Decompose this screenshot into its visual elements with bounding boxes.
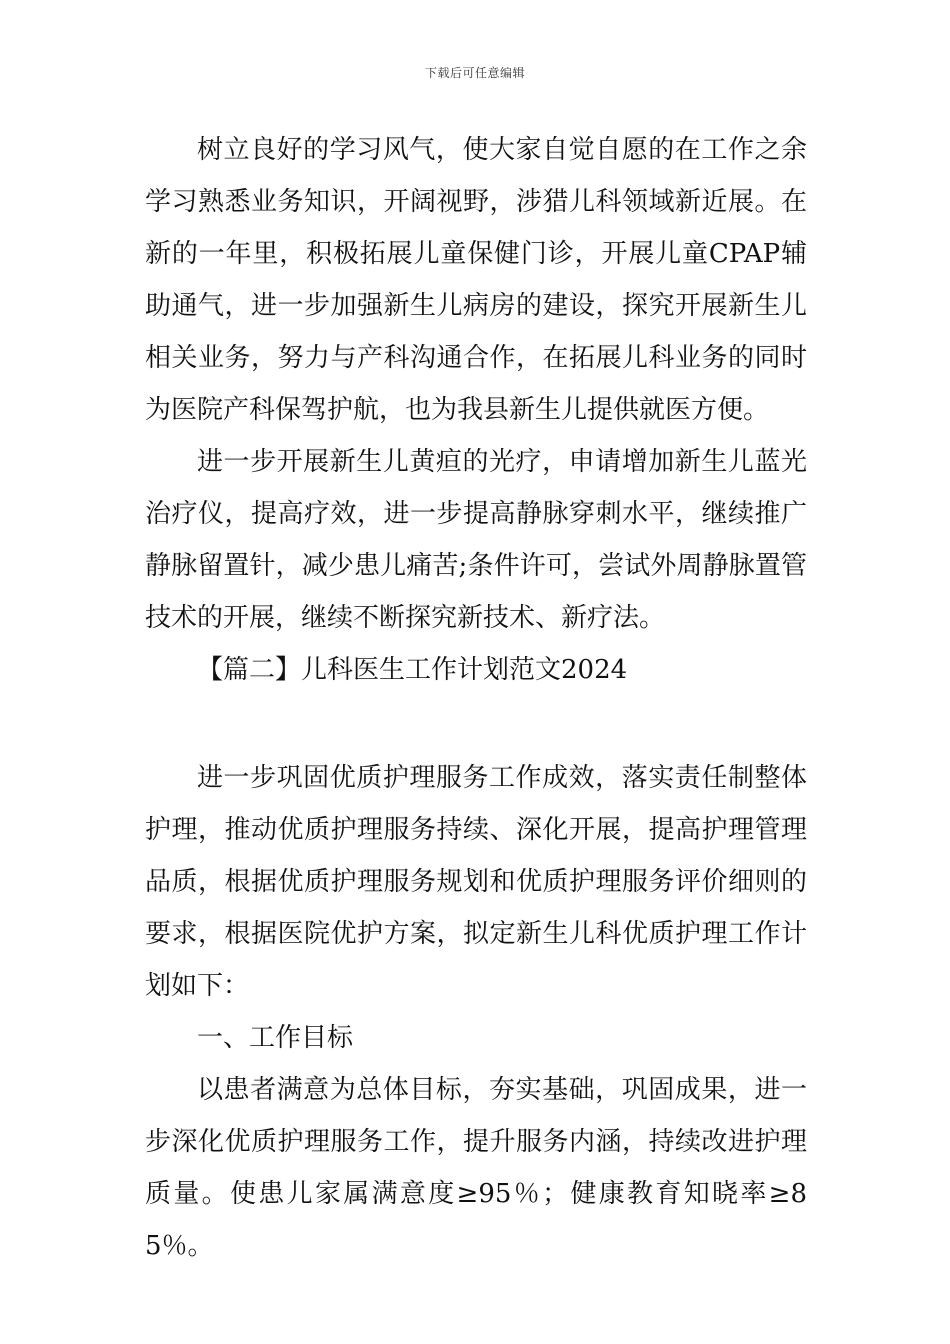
paragraph: 树立良好的学习风气，使大家自觉自愿的在工作之余学习熟悉业务知识，开阔视野，涉猎儿科领域新近展。在新的一年里，积极拓展儿童保健门诊，开展儿童CPAP辅助通气，进一步加强新生儿病房的建设，探究开展新生儿相关业务，努力与产科沟通合作，在拓展儿科业务的同时为医院产科保驾护航，也为我县新生儿提供就医方便。 — [145, 135, 807, 425]
paragraph: 以患者满意为总体目标，夯实基础，巩固成果，进一步深化优质护理服务工作，提升服务内涵，持续改进护理质量。使患儿家属满意度≥95％；健康教育知晓率≥85％。 — [145, 1075, 807, 1261]
spacer — [145, 696, 807, 752]
document-body — [145, 124, 807, 1272]
subheading: 一、工作目标 — [197, 1023, 354, 1053]
section-title: 【篇二】儿科医生工作计划范文2024 — [197, 655, 628, 685]
paragraph: 进一步开展新生儿黄疸的光疗，申请增加新生儿蓝光治疗仪，提高疗效，进一步提高静脉穿刺水平，继续推广静脉留置针，减少患儿痛苦;条件许可，尝试外周静脉置管技术的开展，继续不断探究新技术、新疗法。 — [145, 447, 807, 633]
paragraph: 进一步巩固优质护理服务工作成效，落实责任制整体护理，推动优质护理服务持续、深化开展，提高护理管理品质，根据优质护理服务规划和优质护理服务评价细则的要求，根据医院优护方案，拟定新生儿科优质护理工作计划如下： — [145, 763, 807, 1001]
page-header: 下载后可任意编辑 — [424, 66, 525, 80]
